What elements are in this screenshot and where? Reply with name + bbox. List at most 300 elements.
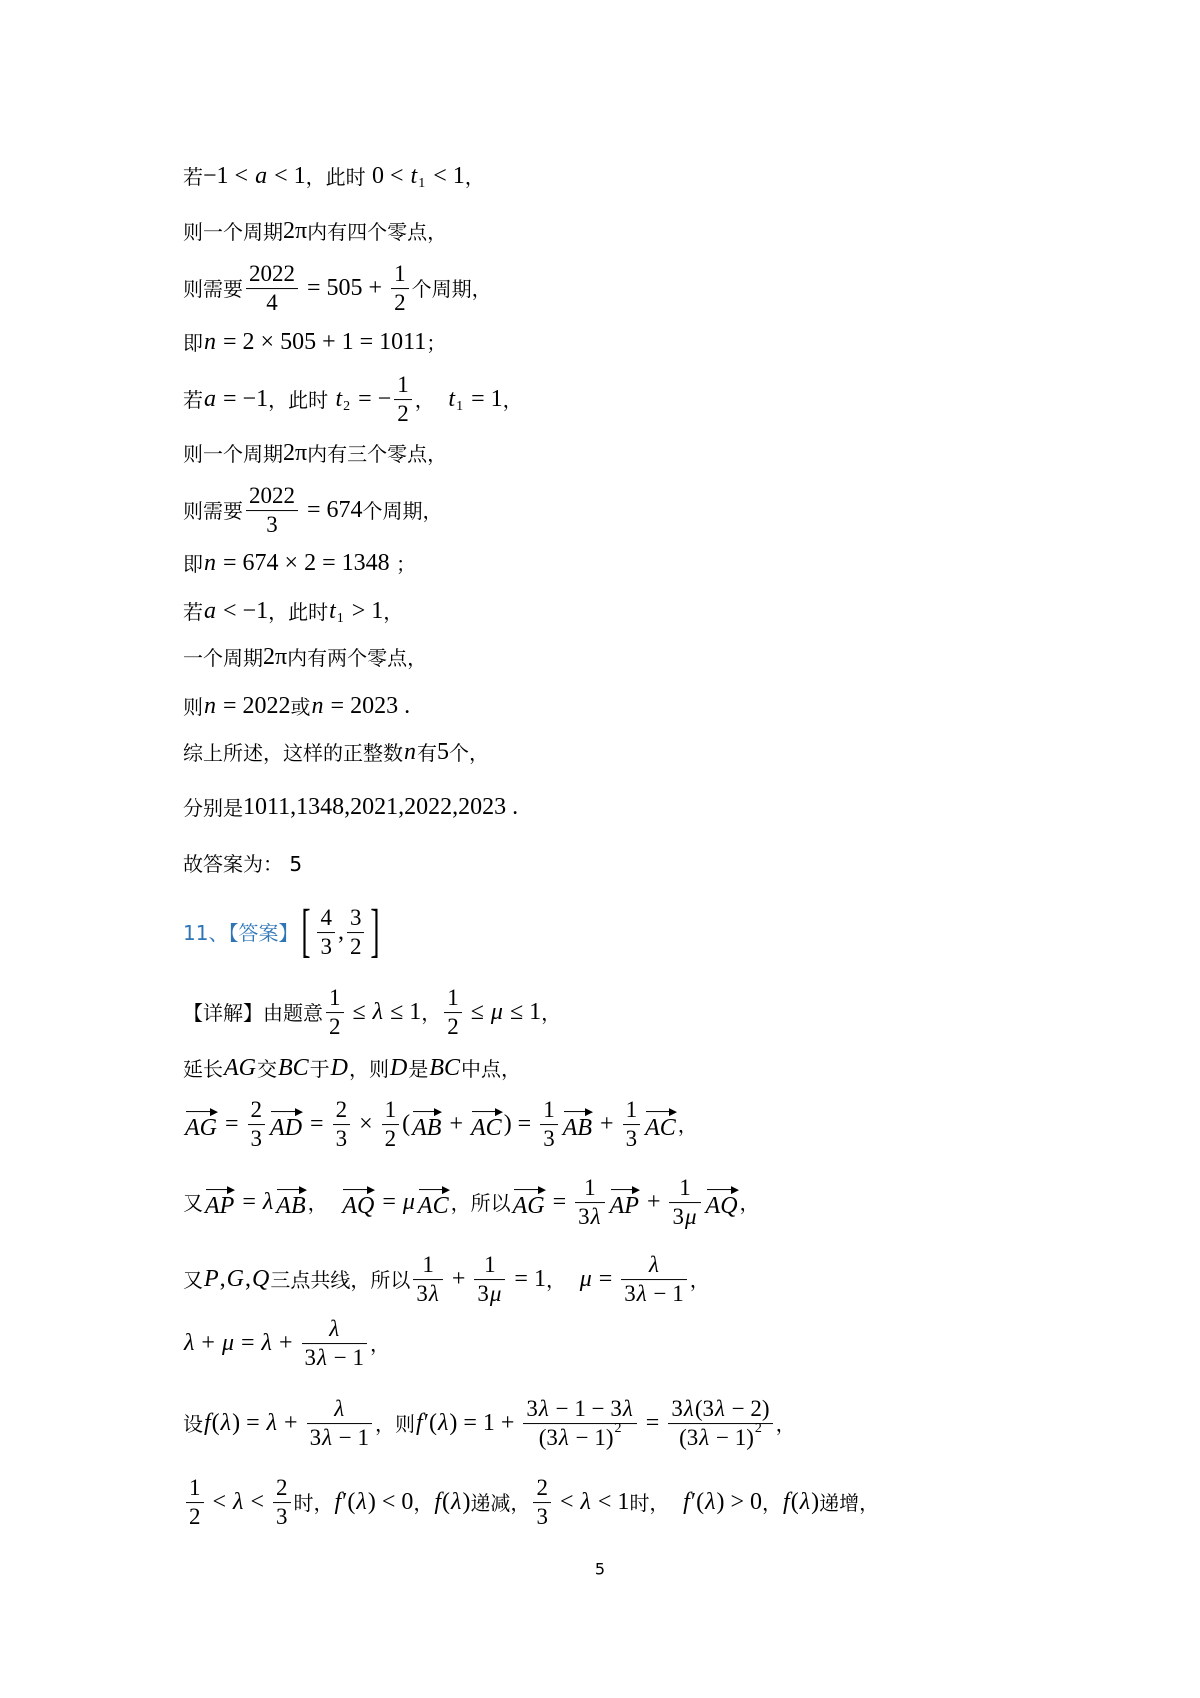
- solution-line: [183, 644, 427, 672]
- math-variable: P: [204, 1266, 219, 1293]
- vector: AB: [563, 1108, 592, 1141]
- solution-line: [183, 372, 523, 428]
- math-run: 1: [584, 1175, 596, 1201]
- text-run: ，: [689, 1268, 710, 1292]
- solution-line: [183, 1475, 879, 1531]
- math-run: 2: [329, 1014, 341, 1040]
- fraction-numerator: [302, 1316, 367, 1344]
- math-run: − 2): [725, 1396, 770, 1422]
- fraction: [248, 1097, 266, 1153]
- math-variable: λ: [329, 1316, 340, 1342]
- solution-line: [183, 440, 447, 468]
- solution-line: [183, 693, 410, 721]
- math-run: ) =: [232, 1410, 266, 1437]
- fraction: [621, 1252, 686, 1308]
- math-variable: AG: [224, 1055, 256, 1082]
- math-run: =: [546, 1189, 573, 1216]
- fraction-denominator: [444, 1014, 462, 1041]
- vector: AQ: [706, 1186, 738, 1219]
- fraction-numerator: [186, 1475, 204, 1503]
- fraction-numerator: [669, 1175, 700, 1203]
- bracket: [: [301, 901, 312, 965]
- math-variable: a: [204, 386, 216, 413]
- math-variable: λ: [233, 1489, 244, 1516]
- fraction: [391, 261, 409, 317]
- text-run: 若: [183, 388, 203, 412]
- math-variable: f: [204, 1410, 211, 1437]
- math-run: +: [445, 1266, 472, 1293]
- text-run: ；: [389, 552, 416, 576]
- math-run: 3: [349, 905, 362, 931]
- math-run: ,: [337, 919, 344, 946]
- text-run: ，: [413, 1491, 434, 1515]
- math-run: ≤: [464, 999, 490, 1026]
- math-run: 2π: [283, 440, 308, 467]
- math-run: 2: [384, 1126, 397, 1152]
- math-run: 3: [543, 1126, 555, 1152]
- math-variable: λ: [261, 1330, 272, 1357]
- solution-line: [183, 550, 416, 578]
- math-run: 1: [394, 261, 406, 287]
- math-run: <: [244, 1489, 270, 1516]
- math-run: =: [592, 1266, 619, 1293]
- math-run: − 1): [569, 1425, 614, 1451]
- math-run: < 1: [268, 163, 306, 190]
- text-run: ，: [541, 1001, 562, 1025]
- math-run: = 1: [508, 1266, 546, 1293]
- fraction-denominator: [575, 1204, 604, 1231]
- math-run: = 674 × 2 = 1348: [217, 550, 390, 577]
- math-run: 2: [335, 1097, 348, 1123]
- math-variable: t: [410, 163, 418, 190]
- fraction-denominator: [540, 1126, 558, 1153]
- fraction-denominator: [623, 1126, 641, 1153]
- math-variable: μ: [579, 1266, 592, 1293]
- math-variable: λ: [799, 1489, 811, 1516]
- text-run: 中点，: [461, 1057, 522, 1081]
- solution-line: [183, 1097, 698, 1153]
- fraction-denominator: [523, 1420, 636, 1452]
- solution-line: [183, 1175, 760, 1231]
- math-run: 3: [672, 1204, 684, 1230]
- math-variable: Q: [252, 1266, 270, 1293]
- subscript: 1: [418, 176, 426, 191]
- fraction: [246, 483, 298, 539]
- math-run: − 1: [327, 1345, 364, 1371]
- math-run: − 1: [333, 1425, 370, 1451]
- math-run: 2: [394, 290, 406, 316]
- math-run: 3: [266, 512, 278, 538]
- text-run: 于: [309, 1057, 330, 1081]
- superscript: 2: [614, 1420, 622, 1436]
- math-run: = 1: [465, 386, 503, 413]
- text-run: ，: [421, 1001, 442, 1025]
- math-run: 1: [329, 985, 341, 1011]
- fraction-numerator: [246, 261, 298, 289]
- math-run: = 505 +: [301, 275, 389, 302]
- math-variable: λ: [334, 1396, 345, 1422]
- math-variable: λ: [538, 1396, 549, 1422]
- fraction: [540, 1097, 558, 1153]
- fraction: [394, 372, 412, 428]
- math-variable: λ: [622, 1396, 633, 1422]
- math-run: − 1: [647, 1281, 684, 1307]
- math-variable: n: [404, 739, 416, 766]
- math-variable: λ: [322, 1425, 333, 1451]
- math-variable: BC: [429, 1055, 461, 1082]
- vector: AD: [270, 1108, 302, 1141]
- text-run: 又: [183, 1268, 203, 1292]
- math-variable: f: [334, 1489, 342, 1516]
- fraction: [669, 1175, 700, 1231]
- bracket: ]: [370, 901, 381, 965]
- text-run: 是: [408, 1057, 429, 1081]
- math-run: 2022: [249, 261, 295, 287]
- fraction-numerator: [413, 1252, 442, 1280]
- math-run: ′(: [690, 1489, 705, 1516]
- math-run: ): [811, 1489, 820, 1516]
- math-run: −1 <: [203, 163, 255, 190]
- math-run: 2: [250, 1097, 263, 1123]
- math-run: < −1: [217, 598, 269, 625]
- text-run: ，此时: [268, 388, 335, 412]
- math-variable: λ: [356, 1489, 367, 1516]
- vector: AP: [205, 1186, 234, 1219]
- solution-line: [183, 163, 485, 191]
- text-run: ，: [739, 1191, 760, 1215]
- vector: AP: [610, 1186, 639, 1219]
- math-run: 2π: [263, 644, 288, 671]
- math-run: 0 <: [371, 163, 410, 190]
- vector: AC: [418, 1186, 449, 1219]
- math-variable: λ: [558, 1425, 569, 1451]
- math-run: − 1 − 3: [549, 1396, 622, 1422]
- math-run: 1: [422, 1252, 434, 1278]
- math-run: +: [278, 1410, 304, 1437]
- fraction: [186, 1475, 204, 1531]
- math-run: > 1: [345, 598, 384, 625]
- math-run: ,: [245, 1266, 252, 1293]
- math-variable: λ: [451, 1489, 462, 1516]
- math-variable: BC: [278, 1055, 309, 1082]
- fraction-denominator: [382, 1126, 400, 1153]
- text-run: 分别是: [183, 796, 243, 820]
- solution-line: [183, 739, 489, 767]
- math-run: =: [639, 1410, 666, 1437]
- math-run: (: [211, 1410, 220, 1437]
- math-run: ≤ 1: [384, 999, 422, 1026]
- text-run: 设: [183, 1412, 203, 1436]
- solution-line: [183, 218, 447, 246]
- math-run: ′(: [342, 1489, 356, 1516]
- math-run: 2π: [283, 218, 308, 245]
- text-run: ，: [383, 600, 404, 624]
- math-variable: λ: [428, 1281, 439, 1307]
- fraction: [307, 1396, 372, 1452]
- solution-line: [183, 329, 446, 357]
- fraction-numerator: [540, 1097, 558, 1125]
- text-run: ，: [307, 1191, 341, 1215]
- text-run: ，则: [375, 1412, 416, 1436]
- text-run: 即: [183, 331, 203, 355]
- text-run: 即: [183, 552, 203, 576]
- math-run: 4: [320, 905, 332, 931]
- math-run: 3: [276, 1504, 288, 1530]
- math-run: (: [402, 1111, 411, 1138]
- math-run: +: [195, 1330, 221, 1357]
- math-run: 2: [276, 1475, 288, 1501]
- math-variable: λ: [437, 1410, 449, 1437]
- fraction-numerator: [273, 1475, 291, 1503]
- fraction-numerator: [307, 1396, 372, 1424]
- math-run: +: [272, 1330, 299, 1357]
- math-run: = 2023 .: [324, 693, 411, 720]
- math-variable: μ: [489, 1281, 502, 1307]
- fraction-denominator: [317, 934, 335, 961]
- math-run: ) > 0: [716, 1489, 763, 1516]
- fraction-denominator: [307, 1425, 372, 1452]
- math-run: 3: [625, 1126, 638, 1152]
- math-run: < 1: [591, 1489, 630, 1516]
- math-variable: λ: [266, 1410, 278, 1437]
- text-run: 交: [257, 1057, 277, 1081]
- math-run: (: [790, 1489, 799, 1516]
- math-run: 3: [671, 1396, 683, 1422]
- math-run: 1: [543, 1097, 555, 1123]
- math-run: = −: [352, 386, 392, 413]
- text-run: 个周期，: [411, 277, 492, 301]
- fraction: [317, 905, 335, 961]
- fraction-denominator: [333, 1126, 351, 1153]
- fraction: [533, 1475, 551, 1531]
- fraction-denominator: [413, 1281, 442, 1308]
- fraction: [523, 1396, 636, 1452]
- math-run: <: [553, 1489, 580, 1516]
- text-run: 三点共线，所以: [270, 1268, 411, 1292]
- math-run: 3: [416, 1281, 428, 1307]
- math-run: ,: [219, 1266, 226, 1293]
- math-run: 3: [624, 1281, 636, 1307]
- math-run: 3: [304, 1345, 316, 1371]
- math-run: 4: [266, 290, 278, 316]
- text-run: 时，: [629, 1491, 683, 1515]
- solution-line: [183, 483, 443, 539]
- fraction: [444, 985, 462, 1041]
- math-run: 1: [679, 1175, 691, 1201]
- math-variable: t: [335, 386, 343, 413]
- vector: AB: [276, 1186, 305, 1219]
- math-run: +: [594, 1111, 620, 1138]
- text-run: 则一个周期: [183, 442, 283, 466]
- text-run: 综上所述，这样的正整数: [183, 741, 403, 765]
- math-run: 2: [189, 1504, 201, 1530]
- text-run: ，: [677, 1113, 698, 1137]
- text-run: 若: [183, 165, 203, 189]
- fraction-numerator: [623, 1097, 641, 1125]
- text-run: ，则: [349, 1057, 390, 1081]
- fraction-denominator: [326, 1014, 344, 1041]
- math-run: 2: [447, 1014, 459, 1040]
- text-run: ，: [464, 165, 485, 189]
- math-run: < 1: [427, 163, 465, 190]
- text-run: ，所以: [450, 1191, 511, 1215]
- math-run: = −1: [217, 386, 269, 413]
- math-variable: f: [434, 1489, 442, 1516]
- math-run: = 674: [301, 497, 363, 524]
- fraction-denominator: [302, 1345, 367, 1372]
- text-run: 递增，: [819, 1491, 880, 1515]
- fraction: [246, 261, 298, 317]
- math-variable: λ: [714, 1396, 725, 1422]
- math-run: =: [236, 1189, 262, 1216]
- solution-line: [183, 794, 518, 822]
- fraction: [382, 1097, 400, 1153]
- math-run: (: [442, 1489, 451, 1516]
- math-run: 1: [447, 985, 459, 1011]
- math-run: 2022: [249, 483, 295, 509]
- math-variable: μ: [490, 999, 503, 1026]
- fraction-numerator: [575, 1175, 604, 1203]
- math-run: ) =: [503, 1111, 538, 1138]
- text-run: 则需要: [183, 499, 243, 523]
- text-run: 若: [183, 600, 203, 624]
- math-run: (3: [538, 1425, 558, 1451]
- fraction: [623, 1097, 641, 1153]
- fraction-denominator: [246, 290, 298, 317]
- math-variable: a: [204, 598, 216, 625]
- fraction: [413, 1252, 442, 1308]
- math-run: =: [304, 1111, 330, 1138]
- math-variable: λ: [636, 1281, 647, 1307]
- fraction-numerator: [248, 1097, 266, 1125]
- math-run: +: [443, 1111, 470, 1138]
- math-run: +: [640, 1189, 667, 1216]
- text-run: 【详解】由题意: [183, 1001, 323, 1025]
- subscript: 2: [343, 399, 351, 414]
- solution-line: [183, 901, 383, 965]
- vector: AC: [645, 1108, 676, 1141]
- math-run: ≤: [346, 999, 372, 1026]
- math-run: 3: [578, 1204, 590, 1230]
- fraction: [474, 1252, 505, 1308]
- math-variable: t: [448, 386, 456, 413]
- vector: AC: [471, 1108, 502, 1141]
- text-run: ，: [775, 1412, 796, 1436]
- fraction-denominator: [246, 512, 298, 539]
- math-variable: a: [255, 163, 268, 190]
- math-run: = 2 × 505 + 1 = 1011: [217, 329, 427, 356]
- fraction: [347, 905, 365, 961]
- math-run: 1011,1348,2021,2022,2023 .: [243, 794, 519, 821]
- text-run: 内有三个零点，: [307, 442, 448, 466]
- superscript: 2: [754, 1420, 762, 1436]
- math-run: 3: [309, 1425, 322, 1451]
- fraction-numerator: [246, 483, 298, 511]
- math-variable: λ: [262, 1189, 274, 1216]
- solution-line: [183, 985, 561, 1041]
- math-variable: λ: [705, 1489, 716, 1516]
- math-variable: f: [416, 1410, 423, 1437]
- fraction-denominator: [347, 934, 365, 961]
- fraction-numerator: [382, 1097, 400, 1125]
- math-run: = 2022: [217, 693, 291, 720]
- vector: AG: [185, 1108, 217, 1141]
- fraction: [326, 985, 344, 1041]
- math-variable: λ: [317, 1345, 327, 1371]
- fraction-denominator: [394, 401, 412, 428]
- fraction-numerator: [444, 985, 462, 1013]
- page-number: 5: [594, 1559, 606, 1579]
- fraction-denominator: [273, 1504, 291, 1531]
- math-run: =: [219, 1111, 245, 1138]
- fraction-numerator: [317, 905, 335, 933]
- math-variable: μ: [684, 1204, 697, 1230]
- text-run: 个周期，: [362, 499, 443, 523]
- fraction-denominator: [474, 1281, 505, 1308]
- fraction-denominator: [669, 1204, 700, 1231]
- math-run: =: [376, 1189, 402, 1216]
- math-run: 3: [250, 1126, 263, 1152]
- text-run: 则一个周期: [183, 220, 283, 244]
- math-variable: G: [226, 1266, 245, 1293]
- solution-line: [183, 1252, 710, 1308]
- fraction-denominator: [668, 1420, 772, 1452]
- fraction-numerator: [394, 372, 412, 400]
- math-run: 3: [477, 1281, 489, 1307]
- text-run: ，此时: [305, 165, 372, 189]
- answer-label: 11、【答案】: [183, 921, 299, 945]
- math-run: 3: [335, 1126, 348, 1152]
- vector: AQ: [342, 1186, 374, 1219]
- math-variable: λ: [699, 1425, 710, 1451]
- fraction-numerator: [347, 905, 365, 933]
- fraction: [668, 1396, 772, 1452]
- math-run: 2: [397, 401, 409, 427]
- fraction-denominator: [248, 1126, 266, 1153]
- vector: AG: [513, 1186, 545, 1219]
- math-run: ×: [353, 1111, 379, 1138]
- math-run: ): [462, 1489, 471, 1516]
- fraction-numerator: [391, 261, 409, 289]
- solution-line: [183, 261, 492, 317]
- math-variable: D: [390, 1055, 408, 1082]
- text-run: 延长: [183, 1057, 223, 1081]
- math-variable: λ: [649, 1252, 659, 1278]
- math-run: 3: [526, 1396, 538, 1422]
- math-run: 2: [349, 934, 362, 960]
- math-run: 3: [320, 934, 332, 960]
- fraction-denominator: [533, 1504, 551, 1531]
- fraction: [302, 1316, 367, 1372]
- math-run: 1: [384, 1097, 397, 1123]
- text-run: 内有四个零点，: [307, 220, 448, 244]
- math-variable: λ: [372, 999, 384, 1026]
- text-run: 则需要: [183, 277, 243, 301]
- fraction: [575, 1175, 604, 1231]
- solution-line: [183, 598, 403, 626]
- text-run: 故答案为： 5: [183, 852, 303, 876]
- fraction-denominator: [186, 1504, 204, 1531]
- text-run: ，: [502, 388, 523, 412]
- text-run: 内有两个零点，: [287, 646, 428, 670]
- math-variable: f: [683, 1489, 690, 1516]
- text-run: 递减，: [470, 1491, 531, 1515]
- math-run: 1: [397, 372, 409, 398]
- math-variable: λ: [683, 1396, 694, 1422]
- text-run: 个，: [449, 741, 489, 765]
- math-variable: μ: [402, 1189, 415, 1216]
- subscript: 1: [336, 611, 344, 626]
